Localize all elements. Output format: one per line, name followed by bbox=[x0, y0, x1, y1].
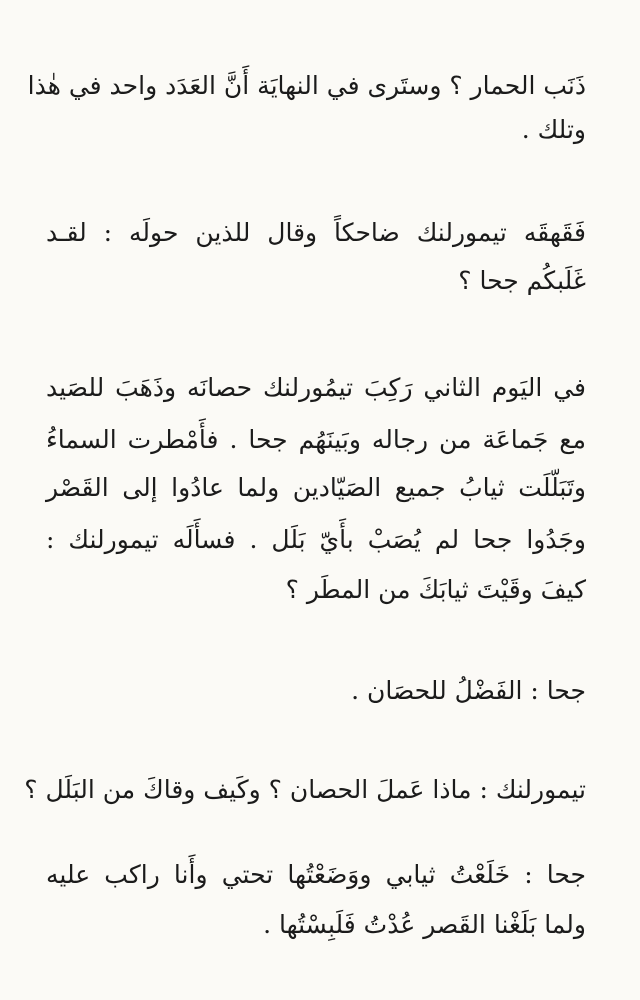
paragraph-1-line-1: ذَنَب الحمار ؟ وستَرى في النهايَة أَنَّ العَدَد واحد في هٰذا bbox=[27, 71, 586, 100]
paragraph-2-line-1: فَقَهقَه تيمورلنك ضاحكاً وقال للذين حولَه : لقـد bbox=[46, 218, 586, 247]
paragraph-6-line-1: جحا : خَلَعْتُ ثيابي ووَضَعْتُها تحتي وأَنا راكب عليه bbox=[46, 860, 586, 889]
paragraph-3-line-3: وتَبَلّلَت ثيابُ جميع الصَيّادين ولما عادُوا إلى القَصْر bbox=[46, 473, 586, 502]
paragraph-3-line-1: في اليَوم الثاني رَكِبَ تيمُورلنك حصانَه وذَهَبَ للصَيد bbox=[46, 373, 586, 402]
paragraph-1-line-2: وتلك . bbox=[521, 115, 586, 144]
paragraph-2-line-2: غَلَبكُم جحا ؟ bbox=[458, 266, 586, 295]
paragraph-3-line-2: مع جَماعَة من رجاله وبَينَهُم جحا . فأَمْطرت السماءُ bbox=[46, 425, 586, 454]
paragraph-6-line-2: ولما بَلَغْنا القَصر عُدْتُ فَلَبِسْتُها . bbox=[263, 910, 586, 939]
paragraph-5-line-1: تيمورلنك : ماذا عَملَ الحصان ؟ وكَيف وقاكَ من البَلَل ؟ bbox=[24, 775, 586, 804]
paragraph-4-line-1: جحا : الفَضْلُ للحصَان . bbox=[351, 676, 586, 705]
paragraph-3-line-5: كيفَ وقَيْتَ ثيابَكَ من المطَر ؟ bbox=[285, 575, 586, 604]
paragraph-3-line-4: وجَدُوا جحا لم يُصَبْ بأَيّ بَلَل . فسأَلَه تيمورلنك : bbox=[46, 525, 586, 554]
